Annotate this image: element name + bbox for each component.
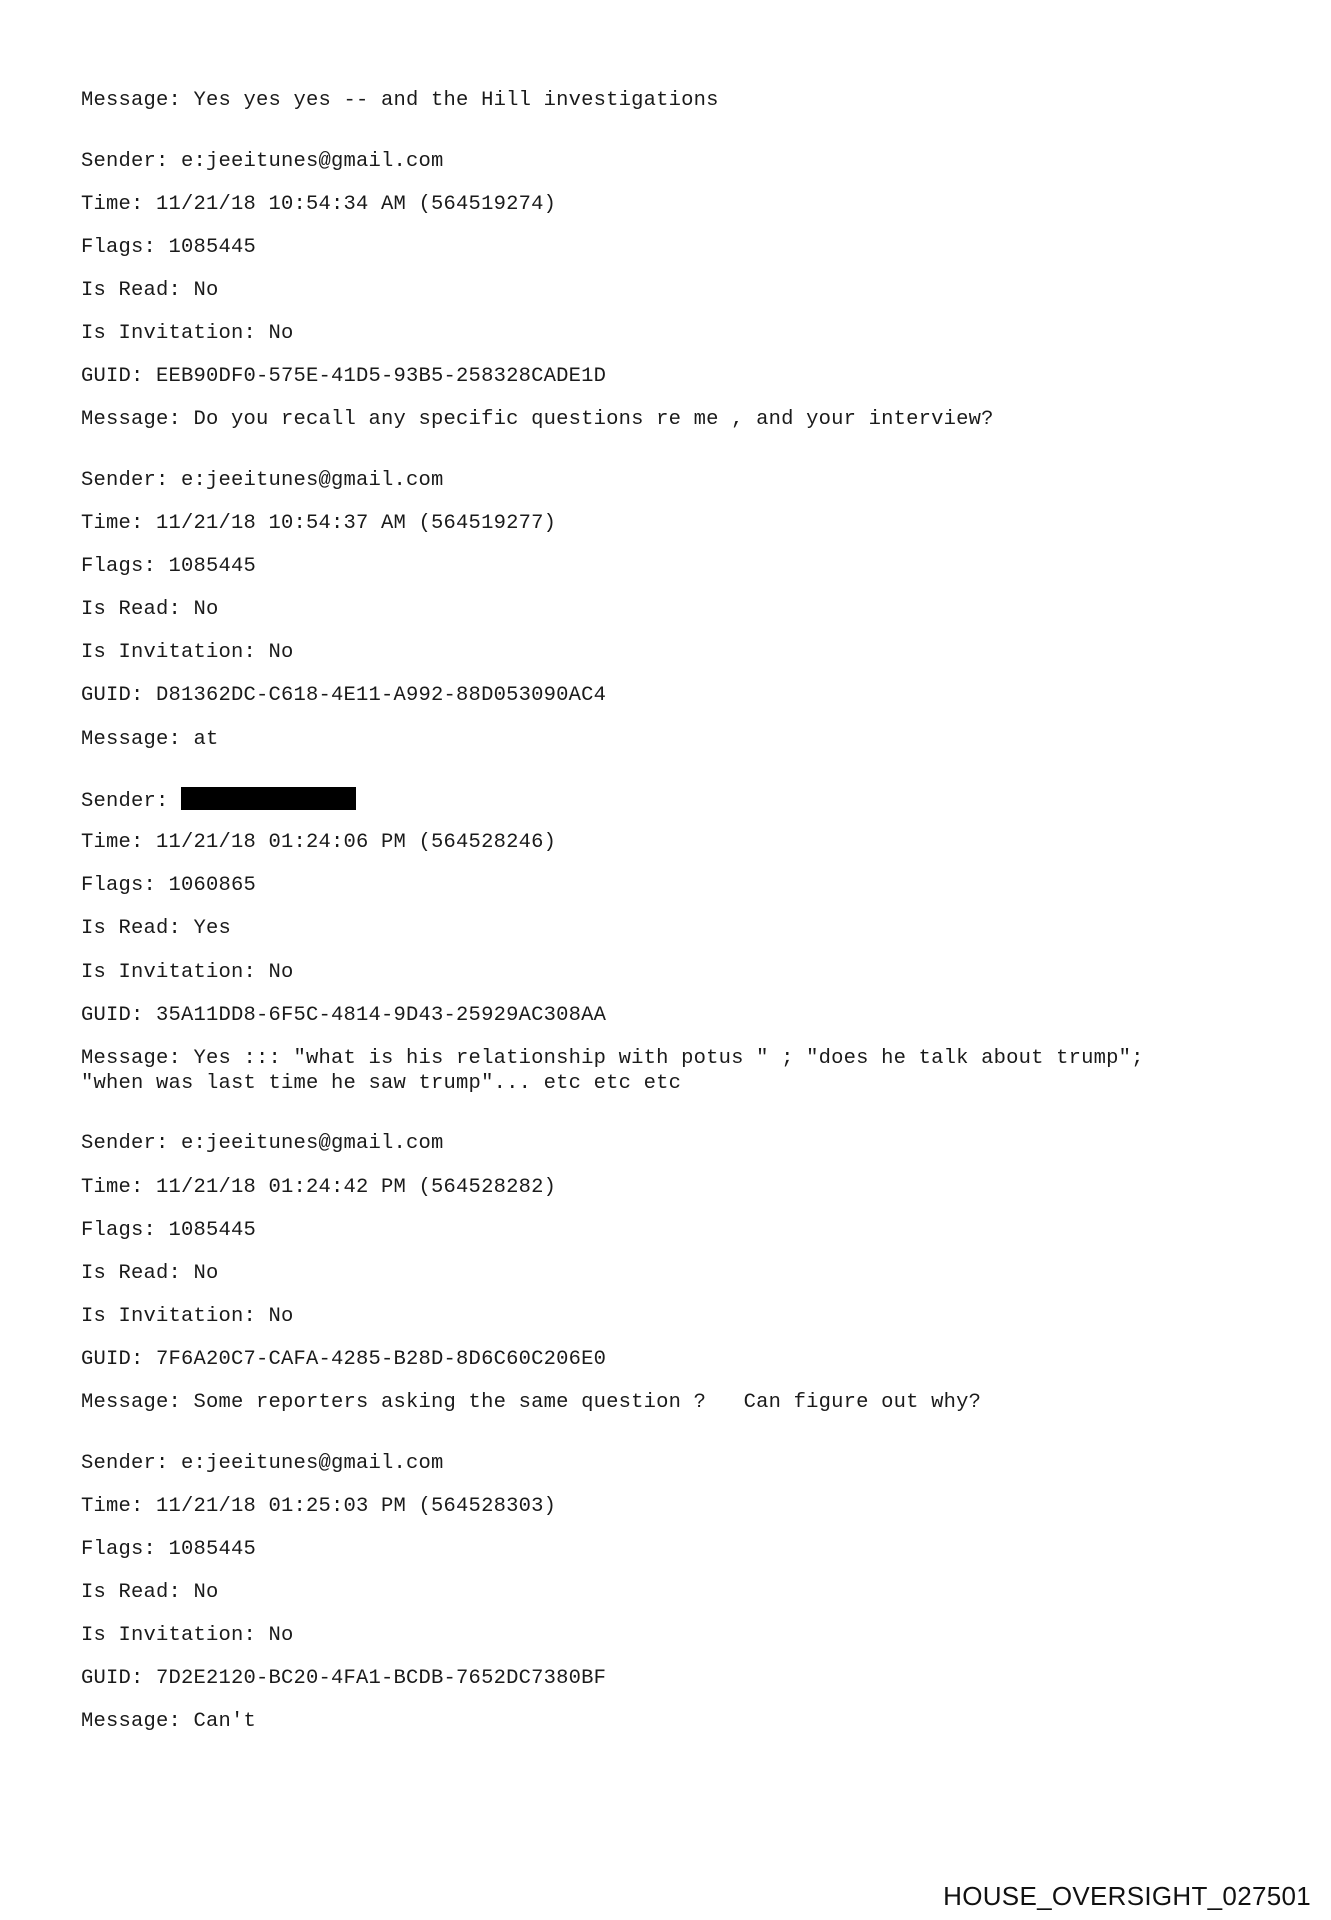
is-read-field: Is Read: No (81, 278, 219, 302)
record-separator (81, 770, 1261, 788)
message-record (81, 149, 1261, 434)
is-invitation-field: Is Invitation: No (81, 1304, 294, 1328)
guid-field: GUID: 35A11DD8-6F5C-4814-9D43-25929AC308AA (81, 1003, 607, 1027)
is-read-field: Is Read: Yes (81, 917, 232, 941)
sender-field: Sender: e:jeeitunes@gmail.com (81, 1132, 444, 1156)
message-text: Message: Some reporters asking the same question ? Can figure out why? (81, 1391, 982, 1414)
sender-field: Sender: e:jeeitunes@gmail.com (81, 149, 444, 173)
message-record (81, 787, 1261, 1097)
message-record (81, 1451, 1261, 1736)
redaction-bar (181, 787, 356, 810)
guid-field: GUID: 7D2E2120-BC20-4FA1-BCDB-7652DC7380BF (81, 1667, 607, 1691)
message-text: Message: Can't (81, 1710, 257, 1734)
sender-label: Sender: (81, 790, 182, 814)
is-read-field: Is Read: No (81, 1261, 219, 1285)
message-text: Message: Do you recall any specific questions re me , and your interview? (81, 408, 994, 432)
message-text: Message: at (81, 727, 219, 751)
message-log (81, 88, 1261, 1752)
is-invitation-field: Is Invitation: No (81, 1624, 294, 1648)
bates-number: HOUSE_OVERSIGHT_027501 (943, 1881, 1311, 1911)
message-text: Message: Yes yes yes -- and the Hill investigations (81, 89, 719, 112)
message-text-line: "when was last time he saw trump"... etc etc etc (81, 1072, 682, 1096)
guid-field: GUID: 7F6A20C7-CAFA-4285-B28D-8D6C60C206E0 (81, 1347, 607, 1371)
flags-field: Flags: 1085445 (81, 235, 257, 259)
guid-field: GUID: EEB90DF0-575E-41D5-93B5-258328CADE1D (81, 365, 607, 389)
flags-field: Flags: 1085445 (81, 555, 257, 579)
flags-field: Flags: 1060865 (81, 874, 257, 898)
time-field: Time: 11/21/18 01:25:03 PM (564528303) (81, 1494, 557, 1518)
record-separator (81, 1433, 1261, 1451)
time-field: Time: 11/21/18 10:54:37 AM (564519277) (81, 512, 557, 536)
flags-field: Flags: 1085445 (81, 1537, 257, 1561)
sender-field: Sender: e:jeeitunes@gmail.com (81, 1451, 444, 1475)
guid-field: GUID: D81362DC-C618-4E11-A992-88D053090AC4 (81, 684, 607, 708)
is-read-field: Is Read: No (81, 598, 219, 622)
message-record (81, 1131, 1261, 1416)
message-text (81, 1046, 1261, 1097)
message-record (81, 468, 1261, 753)
is-invitation-field: Is Invitation: No (81, 322, 294, 346)
record-separator (81, 131, 1261, 149)
record-separator (81, 1114, 1261, 1132)
time-field: Time: 11/21/18 01:24:42 PM (564528282) (81, 1175, 557, 1199)
message-text-line: Message: Yes ::: "what is his relationship with potus " ; "does he talk about trump"; (81, 1046, 1144, 1070)
time-field: Time: 11/21/18 10:54:34 AM (564519274) (81, 192, 557, 216)
is-invitation-field: Is Invitation: No (81, 641, 294, 665)
sender-field: Sender: e:jeeitunes@gmail.com (81, 468, 444, 492)
time-field: Time: 11/21/18 01:24:06 PM (564528246) (81, 831, 557, 855)
record-separator (81, 450, 1261, 468)
sender-field (81, 787, 1261, 813)
is-read-field: Is Read: No (81, 1580, 219, 1604)
flags-field: Flags: 1085445 (81, 1218, 257, 1242)
is-invitation-field: Is Invitation: No (81, 960, 294, 984)
